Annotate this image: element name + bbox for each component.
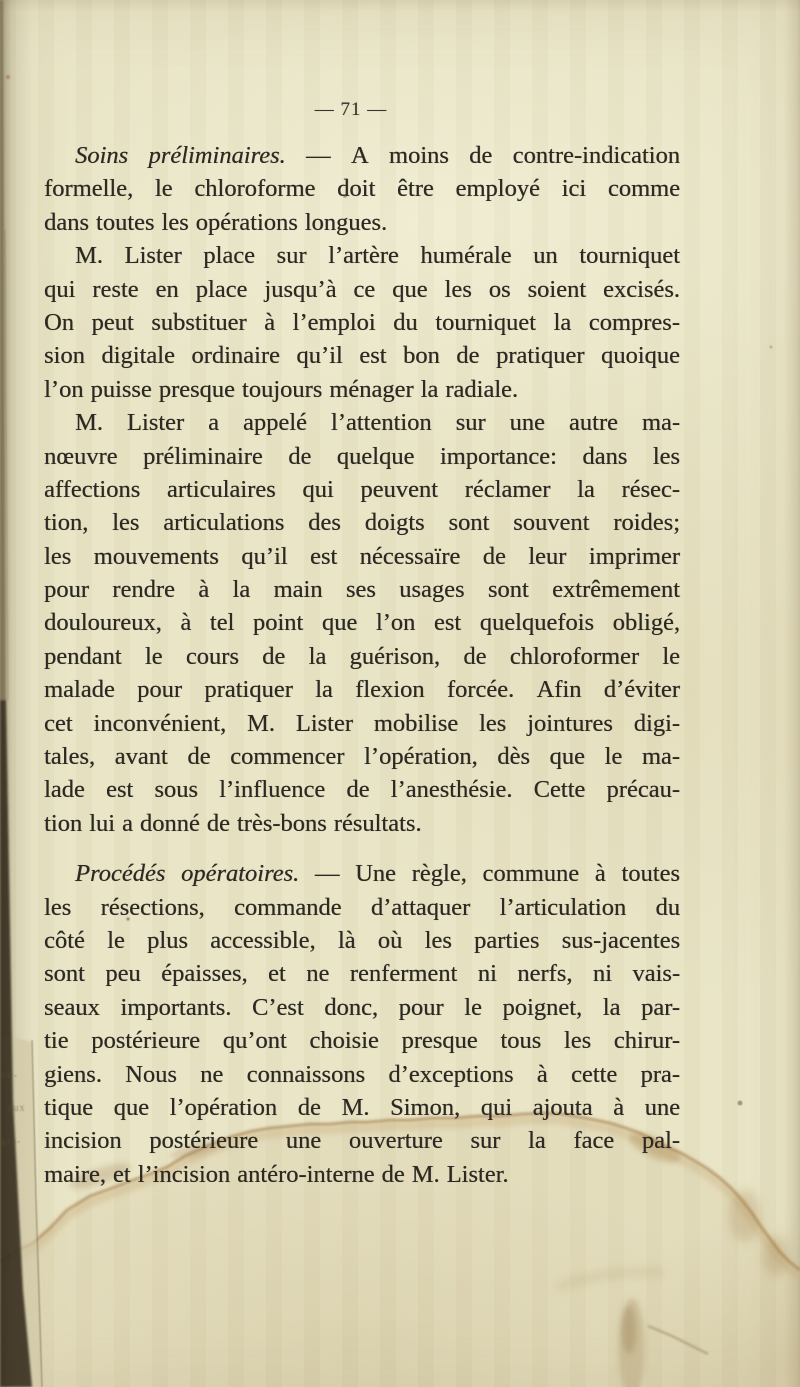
word: tourniquet xyxy=(435,308,536,336)
word: digi- xyxy=(633,709,680,737)
word: nerfs, xyxy=(517,960,573,988)
word: que xyxy=(392,275,428,303)
word: radiale. xyxy=(445,375,519,403)
word: nécessaïre xyxy=(359,542,461,570)
word: usages xyxy=(399,576,465,604)
word: un xyxy=(533,242,558,270)
word: cours xyxy=(185,642,239,670)
page-number: — 71 — xyxy=(314,99,388,120)
word: douloureux, xyxy=(44,609,162,637)
word: ici xyxy=(561,175,587,203)
text-line xyxy=(44,1091,680,1124)
word: ajouta xyxy=(532,1093,593,1121)
word: tique xyxy=(44,1093,93,1121)
text-line xyxy=(44,1124,680,1157)
word: qui xyxy=(302,475,334,503)
word: pour xyxy=(398,993,444,1021)
word: ouverture xyxy=(348,1127,443,1155)
word: pendant xyxy=(44,642,122,670)
word: plus xyxy=(147,926,188,954)
text-line xyxy=(44,957,680,990)
word: la xyxy=(420,375,439,403)
word: pour xyxy=(44,576,89,604)
word: importance: xyxy=(439,442,557,470)
word: place xyxy=(195,275,248,303)
word: imprimer xyxy=(588,542,680,570)
word: postérieure xyxy=(91,1027,201,1055)
word: le xyxy=(144,642,163,670)
word: tous xyxy=(500,1027,542,1055)
word: l’opération xyxy=(169,1093,278,1121)
word: l’on xyxy=(44,375,84,403)
text-line xyxy=(44,373,680,406)
word: humérale xyxy=(420,242,512,270)
word: jointures xyxy=(527,709,613,737)
word: sur xyxy=(470,1127,501,1155)
word: tourniquet xyxy=(579,242,680,270)
text-line xyxy=(44,1024,680,1057)
word: incision xyxy=(44,1127,122,1155)
text-line xyxy=(44,206,680,239)
word: toutes xyxy=(95,208,155,236)
word: importants. xyxy=(120,993,232,1021)
word: doit xyxy=(337,175,376,203)
word: A xyxy=(350,142,369,169)
word: obligé, xyxy=(612,609,680,637)
word: la xyxy=(528,1127,546,1155)
word: connaissons xyxy=(246,1060,366,1088)
word: articulaires xyxy=(166,475,276,503)
word: par- xyxy=(640,993,680,1021)
word: l’artère xyxy=(328,242,399,270)
word: toutes xyxy=(621,860,680,888)
word: épaisses, xyxy=(161,960,248,988)
word: qui xyxy=(44,275,76,303)
word: sus-jacentes xyxy=(561,926,680,954)
text-line xyxy=(44,991,680,1024)
word: ce xyxy=(353,275,376,303)
text-line xyxy=(44,891,680,924)
word: de xyxy=(482,542,506,570)
word: os xyxy=(488,275,511,303)
word: contre-indication xyxy=(512,142,680,169)
word: malade xyxy=(44,676,115,704)
word: commune xyxy=(482,860,580,888)
word: a xyxy=(122,809,133,837)
word: est xyxy=(309,542,338,570)
word: l’articulation xyxy=(499,893,627,921)
word: parties xyxy=(474,926,540,954)
word: qu’il xyxy=(296,342,343,370)
word: giens. xyxy=(44,1060,102,1088)
word: moins xyxy=(388,142,449,169)
paragraph xyxy=(44,406,680,840)
word: côté xyxy=(44,926,85,954)
text-line xyxy=(44,239,680,272)
word: là xyxy=(337,926,356,954)
word: la xyxy=(577,475,595,503)
text-line xyxy=(44,857,680,890)
text-line xyxy=(44,273,680,306)
word: est xyxy=(105,776,134,804)
word: en xyxy=(155,275,179,303)
word: toujours xyxy=(241,375,323,403)
word: pra- xyxy=(640,1060,680,1088)
word: presque xyxy=(158,375,235,403)
word: sur xyxy=(276,242,307,270)
word: appelé xyxy=(242,409,307,437)
word: commande xyxy=(234,893,342,921)
word: ordinaire xyxy=(191,342,280,370)
word: jusqu’à xyxy=(264,275,337,303)
word: les xyxy=(44,893,72,921)
word: lade xyxy=(44,776,85,804)
word: à xyxy=(180,609,192,637)
word: pal- xyxy=(641,1127,680,1155)
word: M. xyxy=(75,409,103,437)
text-line xyxy=(44,606,680,639)
word: de xyxy=(463,642,487,670)
word: préliminaires. xyxy=(148,142,286,169)
word: la xyxy=(232,576,251,604)
word: opératoires. xyxy=(180,860,300,888)
word: l’anesthésie. xyxy=(390,776,513,804)
word: articulations xyxy=(163,509,285,537)
word: et xyxy=(268,960,286,988)
text-line xyxy=(44,440,680,473)
word: Lister xyxy=(295,709,353,737)
word: les xyxy=(444,275,472,303)
word: Lister xyxy=(124,242,182,270)
word: compres- xyxy=(588,308,680,336)
text-line xyxy=(44,540,680,573)
word: tales, xyxy=(44,743,96,771)
word: dès xyxy=(497,743,530,771)
word: chirur- xyxy=(613,1027,680,1055)
word: — xyxy=(314,860,340,888)
word: excisés. xyxy=(603,275,680,303)
word: leur xyxy=(528,542,567,570)
word: point xyxy=(252,609,304,637)
word: ménager xyxy=(329,375,414,403)
word: une xyxy=(285,1127,322,1155)
text-line xyxy=(44,807,680,840)
word: donné xyxy=(139,809,200,837)
word: Cette xyxy=(533,776,586,804)
word: sur xyxy=(455,409,486,437)
word: presque xyxy=(401,1027,478,1055)
word: quoique xyxy=(600,342,680,370)
word: forcée. xyxy=(446,676,515,704)
word: Simon, xyxy=(389,1093,461,1121)
word: ses xyxy=(345,576,376,604)
word: et xyxy=(112,1160,131,1188)
word: a xyxy=(208,409,219,437)
word: est xyxy=(433,609,462,637)
word: l’on xyxy=(375,609,416,637)
body-text xyxy=(44,139,680,1191)
word: Nous xyxy=(125,1060,177,1088)
word: postérieure xyxy=(149,1127,259,1155)
word: qu’ont xyxy=(222,1027,287,1055)
word: une xyxy=(644,1093,680,1121)
text-line xyxy=(44,406,680,439)
word: pratiquer xyxy=(204,676,293,704)
word: flexion xyxy=(355,676,425,704)
word: du xyxy=(393,308,418,336)
word: digitale xyxy=(101,342,175,370)
word: précau- xyxy=(606,776,680,804)
text-line xyxy=(44,506,680,539)
word: sont xyxy=(487,576,529,604)
word: employé xyxy=(455,175,540,203)
word: sont xyxy=(44,960,85,988)
word: formelle, xyxy=(44,175,134,203)
word: soient xyxy=(527,275,587,303)
word: maire, xyxy=(44,1160,106,1188)
word: pour xyxy=(137,676,182,704)
word: que xyxy=(321,609,358,637)
word: des xyxy=(308,509,341,537)
word: les xyxy=(424,926,452,954)
text-line xyxy=(44,139,680,172)
word: main xyxy=(273,576,323,604)
word: qu’il xyxy=(241,542,288,570)
showthrough-fragment: gra- xyxy=(0,1135,22,1148)
word: seaux xyxy=(44,993,100,1021)
word: M. xyxy=(411,1160,440,1188)
word: le xyxy=(107,926,125,954)
word: renferment xyxy=(349,960,458,988)
word: place xyxy=(203,242,255,270)
word: les xyxy=(112,509,140,537)
word: une xyxy=(509,409,545,437)
word: que xyxy=(549,743,585,771)
word: doigts xyxy=(364,509,425,537)
word: peu xyxy=(105,960,141,988)
word: les xyxy=(652,442,680,470)
text-line xyxy=(44,172,680,205)
word: le xyxy=(604,743,623,771)
paragraph xyxy=(44,857,680,1191)
word: poignet, xyxy=(502,993,583,1021)
word: sion xyxy=(44,342,85,370)
word: Procédés xyxy=(75,860,166,888)
word: à xyxy=(264,308,275,336)
word: vais- xyxy=(632,960,680,988)
text-line xyxy=(44,673,680,706)
word: face xyxy=(573,1127,615,1155)
word: la xyxy=(308,642,327,670)
word: extrêmement xyxy=(552,576,680,604)
word: souvent xyxy=(513,509,590,537)
word: pratiquer xyxy=(495,342,585,370)
word: Lister. xyxy=(446,1160,509,1188)
word: à xyxy=(198,576,210,604)
word: ne xyxy=(200,1060,224,1088)
word: de xyxy=(456,342,480,370)
word: dans xyxy=(582,442,628,470)
text-line xyxy=(44,740,680,773)
word: mobilise xyxy=(373,709,459,737)
word: l’attention xyxy=(330,409,432,437)
word: chloroforme xyxy=(194,175,316,203)
word: à xyxy=(594,860,606,888)
word: de xyxy=(262,642,286,670)
word: roides; xyxy=(613,509,680,537)
word: le xyxy=(662,642,680,670)
word: M. xyxy=(341,1093,370,1121)
word: qui xyxy=(480,1093,513,1121)
word: préliminaire xyxy=(142,442,263,470)
word: mouvements xyxy=(93,542,219,570)
word: ma- xyxy=(641,409,680,437)
word: rendre xyxy=(112,576,175,604)
word: ne xyxy=(306,960,330,988)
word: lui xyxy=(89,809,115,837)
text-line xyxy=(44,1058,680,1091)
word: tel xyxy=(209,609,235,637)
word: de xyxy=(187,743,211,771)
word: où xyxy=(377,926,403,954)
word: dans xyxy=(44,208,89,236)
text-line xyxy=(44,924,680,957)
word: chloroformer xyxy=(509,642,639,670)
word: à xyxy=(536,1060,548,1088)
word: ma- xyxy=(641,743,680,771)
word: peuvent xyxy=(360,475,438,503)
word: M. xyxy=(246,709,275,737)
text-line xyxy=(44,640,680,673)
word: de xyxy=(288,442,312,470)
word: C’est xyxy=(251,993,304,1021)
word: résections, xyxy=(100,893,205,921)
word: guérison, xyxy=(349,642,441,670)
paragraph xyxy=(44,239,680,406)
word: du xyxy=(655,893,680,921)
word: résultats. xyxy=(333,809,422,837)
word: comme xyxy=(607,175,680,203)
word: donc, xyxy=(324,993,379,1021)
word: Soins xyxy=(75,142,129,169)
word: l’influence xyxy=(219,776,326,804)
word: affections xyxy=(44,475,141,503)
word: la xyxy=(602,993,621,1021)
word: le xyxy=(154,175,173,203)
word: d’exceptions xyxy=(388,1060,514,1088)
text-line xyxy=(44,1158,680,1191)
word: quelquefois xyxy=(479,609,594,637)
word: de xyxy=(346,776,370,804)
word: l’emploi xyxy=(292,308,376,336)
word: ni xyxy=(592,960,612,988)
word: tion xyxy=(44,809,83,837)
word: antéro-interne xyxy=(237,1160,375,1188)
text-line xyxy=(44,773,680,806)
word: réclamer xyxy=(464,475,551,503)
word: ni xyxy=(477,960,497,988)
word: de xyxy=(206,809,230,837)
word: cet xyxy=(44,709,73,737)
word: tie xyxy=(44,1027,69,1055)
word: de xyxy=(469,142,493,169)
word: Lister xyxy=(126,409,185,437)
word: sont xyxy=(448,509,490,537)
word: de xyxy=(297,1093,321,1121)
word: cette xyxy=(570,1060,618,1088)
word: d’attaquer xyxy=(370,893,471,921)
word: les xyxy=(44,542,72,570)
showthrough-fragment: cu- xyxy=(1,1069,19,1082)
word: la xyxy=(315,676,333,704)
word: tion, xyxy=(44,509,89,537)
word: le xyxy=(464,993,482,1021)
word: reste xyxy=(92,275,139,303)
word: à xyxy=(613,1093,624,1121)
word: commencer xyxy=(230,743,345,771)
word: l’incision xyxy=(137,1160,231,1188)
word: résec- xyxy=(621,475,680,503)
text-line xyxy=(44,339,680,372)
word: bon xyxy=(403,342,440,370)
text-line xyxy=(44,473,680,506)
text-line xyxy=(44,573,680,606)
word: inconvénient, xyxy=(93,709,227,737)
text-line xyxy=(44,707,680,740)
word: puisse xyxy=(90,375,152,403)
word: substituer xyxy=(151,308,247,336)
word: peut xyxy=(91,308,134,336)
word: les xyxy=(161,208,189,236)
word: les xyxy=(479,709,507,737)
word: que xyxy=(113,1093,149,1121)
word: l’opération, xyxy=(364,743,478,771)
showthrough-fragment: aux xyxy=(7,1102,26,1115)
word: On xyxy=(44,308,74,336)
text-line xyxy=(44,306,680,339)
word: opérations xyxy=(195,208,298,236)
word: les xyxy=(563,1027,592,1055)
word: M. xyxy=(75,242,103,270)
word: être xyxy=(397,175,434,203)
word: autre xyxy=(568,409,618,437)
word: choisie xyxy=(309,1027,379,1055)
word: nœuvre xyxy=(44,442,118,470)
word: est xyxy=(359,342,387,370)
word: quelque xyxy=(336,442,415,470)
word: — xyxy=(306,142,331,169)
word: avant xyxy=(114,743,168,771)
paragraph xyxy=(44,139,680,239)
word: règle, xyxy=(411,860,467,888)
word: très-bons xyxy=(236,809,327,837)
word: accessible, xyxy=(210,926,316,954)
word: la xyxy=(553,308,572,336)
word: de xyxy=(381,1160,405,1188)
word: sous xyxy=(154,776,198,804)
word: longues. xyxy=(304,208,388,236)
word: Une xyxy=(355,860,396,888)
word: d’éviter xyxy=(603,676,680,704)
word: Afin xyxy=(536,676,582,704)
